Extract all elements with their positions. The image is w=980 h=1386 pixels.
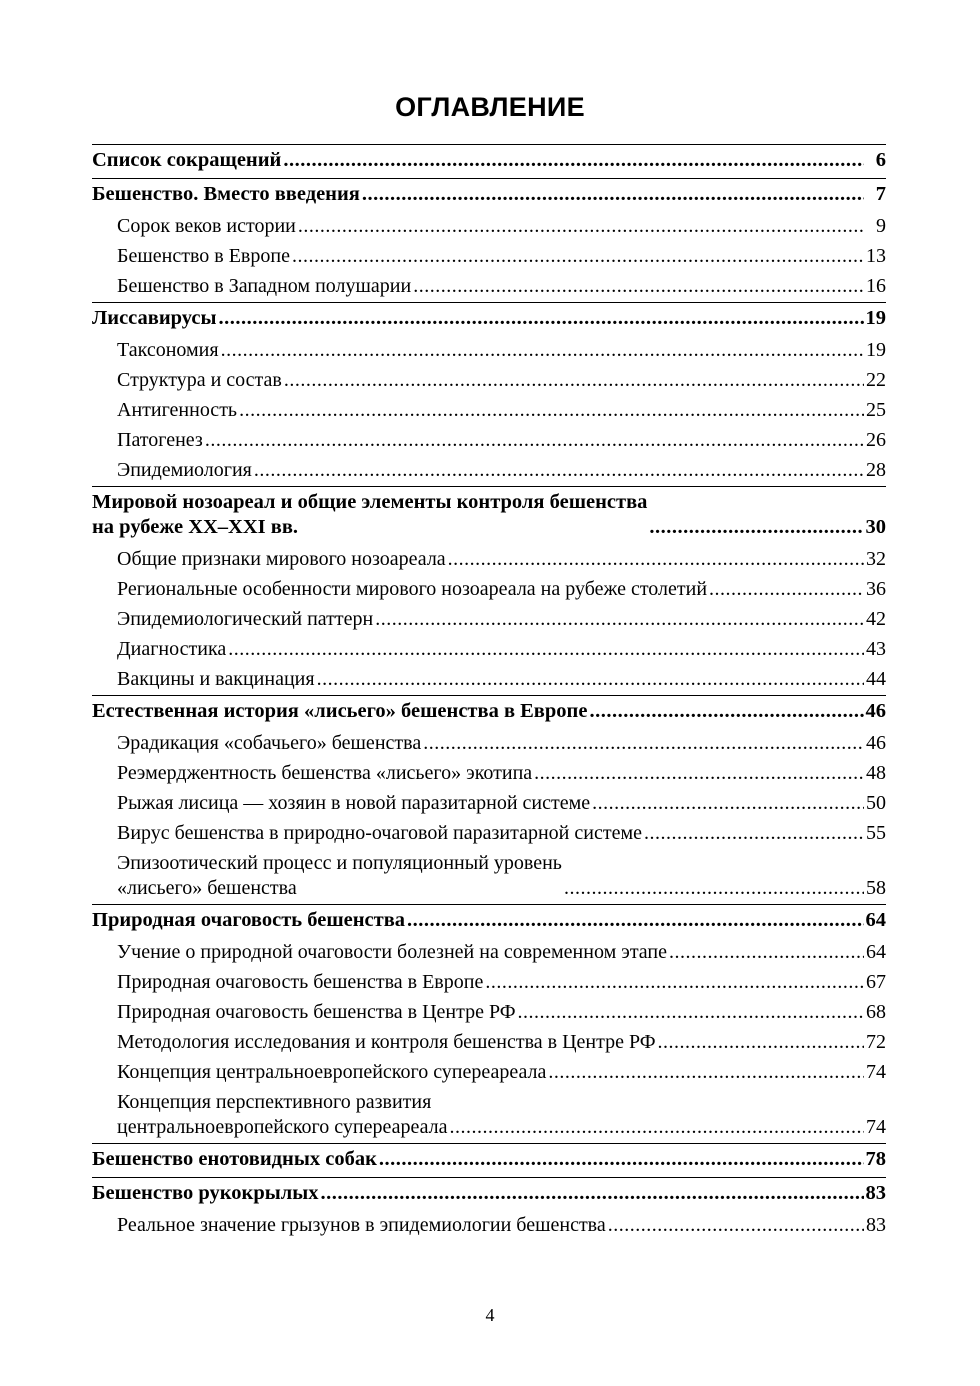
toc-page-number: 46 — [866, 732, 886, 754]
toc-entry-title-line: Методология исследования и контроля бешенства в Центре РФ — [117, 1031, 656, 1053]
toc-subsection-entry[interactable] — [92, 605, 886, 635]
dot-leader — [534, 761, 864, 786]
toc-subsection-entry[interactable] — [92, 545, 886, 575]
toc-entry-title-line: «лисьего» бешенства — [117, 877, 297, 899]
dot-leader — [589, 699, 863, 724]
toc-entry-title-line: Таксономия — [117, 339, 219, 361]
toc-page-number: 6 — [875, 149, 886, 171]
toc-entry-title-line: Природная очаговость бешенства в Европе — [117, 971, 484, 993]
dot-leader — [413, 274, 864, 299]
toc-entry-title-line: Бешенство в Европе — [117, 245, 290, 267]
toc-page-number: 55 — [866, 822, 886, 844]
toc-entry-title-line: Лиссавирусы — [92, 307, 217, 329]
dot-leader — [284, 368, 864, 393]
toc-entry-title — [117, 338, 219, 363]
toc-subsection-entry[interactable] — [92, 1088, 886, 1143]
dot-leader — [564, 876, 864, 901]
toc-subsection-entry[interactable] — [92, 998, 886, 1028]
toc-subsection-entry[interactable] — [92, 575, 886, 605]
toc-entry-title-line: Сорок веков истории — [117, 215, 296, 237]
toc-page-number: 64 — [865, 909, 886, 931]
toc-entry-title-line: Реальное значение грызунов в эпидемиологии бешенства — [117, 1214, 606, 1236]
toc-page-number: 30 — [865, 516, 886, 538]
toc-section-entry[interactable] — [92, 302, 886, 336]
toc-page-number: 16 — [866, 275, 886, 297]
dot-leader — [375, 607, 864, 632]
toc-entry-title — [117, 667, 315, 692]
toc-entry-title-line: Концепция перспективного развития — [117, 1091, 432, 1113]
toc-page-number: 32 — [866, 548, 886, 570]
toc-entry-title — [92, 699, 587, 724]
toc-entry-title-line: Бешенство. Вместо введения — [92, 183, 360, 205]
toc-page-number: 83 — [865, 1182, 886, 1204]
toc-entry-title-line: Вирус бешенства в природно-очаговой паразитарной системе — [117, 822, 642, 844]
dot-leader — [548, 1060, 864, 1085]
toc-entry-title — [117, 1213, 606, 1238]
toc-entry-title-line: Мировой нозоареал и общие элементы контроля бешенства — [92, 491, 648, 513]
toc-entry-title — [117, 577, 707, 602]
toc-page-number: 36 — [866, 578, 886, 600]
toc-section-entry[interactable] — [92, 486, 886, 545]
toc-entry-title — [117, 637, 226, 662]
toc-subsection-entry[interactable] — [92, 336, 886, 366]
dot-leader — [317, 667, 864, 692]
dot-leader — [448, 547, 864, 572]
toc-subsection-entry[interactable] — [92, 1058, 886, 1088]
dot-leader — [669, 940, 864, 965]
dot-leader — [644, 821, 864, 846]
dot-leader — [254, 458, 864, 483]
toc-page-number: 72 — [866, 1031, 886, 1053]
dot-leader — [423, 731, 864, 756]
dot-leader — [292, 244, 864, 269]
toc-entry-title-line: Общие признаки мирового нозоареала — [117, 548, 446, 570]
dot-leader — [592, 791, 864, 816]
dot-leader — [608, 1213, 864, 1238]
toc-entry-title-line: Региональные особенности мирового нозоареала на рубеже столетий — [117, 578, 708, 600]
page-number: 4 — [485, 1305, 495, 1325]
toc-entry-title-line: Природная очаговость бешенства в Центре РФ — [117, 1001, 516, 1023]
toc-subsection-entry[interactable] — [92, 635, 886, 665]
toc-page-number: 48 — [866, 762, 886, 784]
page-title: ОГЛАВЛЕНИЕ — [395, 92, 585, 122]
toc-entry-title — [117, 547, 446, 572]
toc-entry-title — [117, 398, 237, 423]
toc-entry-title — [117, 428, 203, 453]
dot-leader — [205, 428, 864, 453]
toc-entry-title-line: на рубеже XX–XXI вв. — [92, 516, 299, 538]
toc-entry-title — [117, 970, 483, 995]
toc-entry-title — [117, 607, 373, 632]
toc-entry-title — [92, 1181, 319, 1206]
dot-leader — [321, 1181, 864, 1206]
toc-subsection-entry[interactable] — [92, 212, 886, 242]
toc-page-number: 7 — [875, 183, 886, 205]
toc-page-number: 42 — [866, 608, 886, 630]
toc-entry-title — [117, 368, 282, 393]
toc-subsection-entry[interactable] — [92, 1028, 886, 1058]
table-of-contents — [92, 144, 886, 1241]
toc-entry-title-line: Реэмерджентность бешенства «лисьего» экотипа — [117, 762, 533, 784]
toc-subsection-entry[interactable] — [92, 426, 886, 456]
toc-entry-title — [92, 306, 217, 331]
dot-leader — [485, 970, 864, 995]
toc-page-number: 22 — [866, 369, 886, 391]
toc-subsection-entry[interactable] — [92, 729, 886, 759]
dot-leader — [658, 1030, 864, 1055]
toc-entry-title — [117, 761, 532, 786]
toc-entry-title — [117, 274, 411, 299]
toc-entry-title — [92, 490, 647, 540]
toc-subsection-entry[interactable] — [92, 272, 886, 302]
toc-subsection-entry[interactable] — [92, 849, 886, 904]
toc-entry-title — [117, 1030, 656, 1055]
toc-entry-title-line: Антигенность — [117, 399, 238, 421]
dot-leader — [219, 306, 864, 331]
dot-leader — [283, 148, 864, 173]
toc-subsection-entry[interactable] — [92, 242, 886, 272]
toc-entry-title-line: Природная очаговость бешенства — [92, 909, 406, 931]
toc-page-number: 67 — [866, 971, 886, 993]
toc-page-number: 64 — [866, 941, 886, 963]
toc-subsection-entry[interactable] — [92, 759, 886, 789]
toc-subsection-entry[interactable] — [92, 665, 886, 695]
toc-entry-title-line: центральноевропейского супереареала — [117, 1116, 448, 1138]
toc-subsection-entry[interactable] — [92, 938, 886, 968]
toc-entry-title-line: Бешенство в Западном полушарии — [117, 275, 412, 297]
toc-page-number: 19 — [865, 307, 886, 329]
toc-entry-title — [117, 244, 290, 269]
toc-entry-title-line: Рыжая лисица — хозяин в новой паразитарной системе — [117, 792, 591, 814]
dot-leader — [709, 577, 864, 602]
toc-section-entry[interactable] — [92, 1143, 886, 1177]
dot-leader — [221, 338, 864, 363]
toc-entry-title — [117, 1000, 516, 1025]
toc-section-entry[interactable] — [92, 144, 886, 178]
toc-page-number: 46 — [865, 700, 886, 722]
dot-leader — [298, 214, 864, 239]
toc-entry-title-line: Бешенство рукокрылых — [92, 1182, 319, 1204]
toc-subsection-entry[interactable] — [92, 789, 886, 819]
toc-page-number: 74 — [866, 1116, 886, 1138]
toc-entry-title — [92, 1147, 377, 1172]
toc-page-number: 58 — [866, 877, 886, 899]
toc-entry-title-line: Эрадикация «собачьего» бешенства — [117, 732, 422, 754]
toc-page-number: 19 — [866, 339, 886, 361]
toc-page-number: 68 — [866, 1001, 886, 1023]
toc-subsection-entry[interactable] — [92, 396, 886, 426]
toc-section-entry[interactable] — [92, 695, 886, 729]
toc-section-entry[interactable] — [92, 904, 886, 938]
toc-entry-title-line: Учение о природной очаговости болезней на современном этапе — [117, 941, 667, 963]
toc-entry-title — [117, 791, 590, 816]
toc-entry-title — [117, 1090, 447, 1140]
dot-leader — [239, 398, 864, 423]
toc-section-entry[interactable] — [92, 178, 886, 212]
dot-leader — [518, 1000, 864, 1025]
toc-entry-title — [117, 851, 562, 901]
toc-entry-title — [117, 458, 252, 483]
dot-leader — [379, 1147, 864, 1172]
toc-entry-title-line: Бешенство енотовидных собак — [92, 1148, 377, 1170]
toc-page-number: 83 — [866, 1214, 886, 1236]
toc-subsection-entry[interactable] — [92, 819, 886, 849]
toc-entry-title-line: Вакцины и вакцинация — [117, 668, 315, 690]
dot-leader — [228, 637, 864, 662]
toc-entry-title-line: Структура и состав — [117, 369, 282, 391]
toc-page-number: 44 — [866, 668, 886, 690]
dot-leader — [362, 182, 864, 207]
toc-subsection-entry[interactable] — [92, 968, 886, 998]
toc-entry-title — [117, 214, 296, 239]
toc-page-number: 25 — [866, 399, 886, 421]
toc-entry-title-line: Диагностика — [117, 638, 227, 660]
toc-entry-title-line: Список сокращений — [92, 149, 282, 171]
toc-subsection-entry[interactable] — [92, 1211, 886, 1241]
toc-subsection-entry[interactable] — [92, 456, 886, 486]
toc-page-number: 9 — [876, 215, 886, 237]
toc-entry-title — [92, 908, 405, 933]
toc-page-number: 50 — [866, 792, 886, 814]
toc-page-number: 28 — [866, 459, 886, 481]
dot-leader — [649, 515, 863, 540]
toc-section-entry[interactable] — [92, 1177, 886, 1211]
toc-page-number: 74 — [866, 1061, 886, 1083]
toc-entry-title — [92, 182, 360, 207]
toc-entry-title-line: Концепция центральноевропейского супереареала — [117, 1061, 547, 1083]
toc-page-number: 26 — [866, 429, 886, 451]
toc-entry-title — [117, 1060, 546, 1085]
toc-entry-title-line: Патогенез — [117, 429, 203, 451]
toc-entry-title-line: Эпидемиология — [117, 459, 252, 481]
toc-entry-title — [117, 821, 642, 846]
toc-entry-title-line: Эпизоотический процесс и популяционный уровень — [117, 852, 562, 874]
toc-entry-title — [117, 940, 667, 965]
dot-leader — [407, 908, 863, 933]
toc-page-number: 43 — [866, 638, 886, 660]
toc-entry-title — [117, 731, 421, 756]
toc-page-number: 13 — [866, 245, 886, 267]
toc-entry-title — [92, 148, 281, 173]
dot-leader — [449, 1115, 864, 1140]
toc-subsection-entry[interactable] — [92, 366, 886, 396]
toc-entry-title-line: Естественная история «лисьего» бешенства в Европе — [92, 700, 588, 722]
toc-page-number: 78 — [865, 1148, 886, 1170]
toc-entry-title-line: Эпидемиологический паттерн — [117, 608, 374, 630]
